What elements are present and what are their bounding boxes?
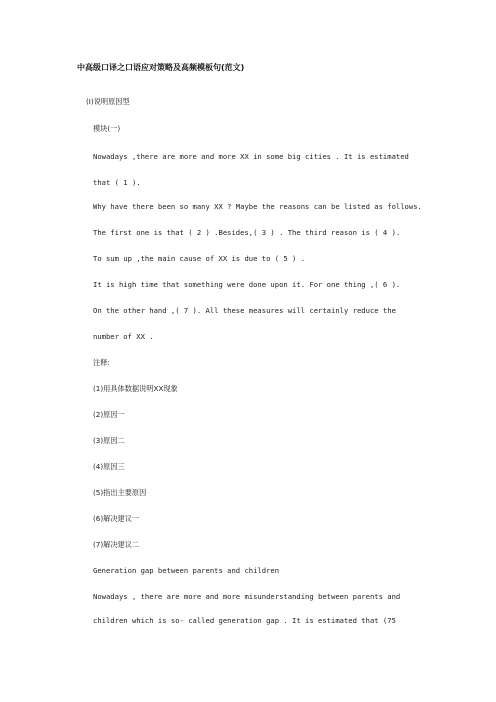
example-title: Generation gap between parents and children bbox=[93, 566, 280, 575]
template-line: Nowadays ,there are more and more XX in some big cities . It is estimated bbox=[93, 152, 409, 161]
template-line: It is high time that something were done upon it. For one thing ,( 6 ). bbox=[93, 280, 401, 289]
note-item: (1)用具体数据说明XX现象 bbox=[93, 384, 178, 393]
template-line: To sum up ,the main cause of XX is due to ( 5 ) . bbox=[93, 254, 306, 263]
note-item: (3)原因二 bbox=[93, 436, 125, 445]
template-line: On the other hand ,( 7 ). All these measures will certainly reduce the bbox=[93, 306, 396, 315]
template-line: that ( 1 ). bbox=[93, 178, 141, 187]
template-line: The first one is that ( 2 ) .Besides,( 3 ) . The third reason is ( 4 ). bbox=[93, 228, 401, 237]
section-heading: (I)说明原因型 bbox=[86, 97, 130, 106]
document-title: 中高级口译之口语应对策略及高频模板句(范文) bbox=[77, 63, 245, 72]
example-line: children which is so- called generation gap . It is estimated that (75 bbox=[93, 616, 396, 625]
example-line: Nowadays , there are more and more misunderstanding between parents and bbox=[93, 592, 401, 601]
note-item: (2)原因一 bbox=[93, 410, 125, 419]
note-item: (4)原因三 bbox=[93, 462, 125, 471]
note-item: (6)解决建议一 bbox=[93, 514, 140, 523]
module-heading: 模块(一) bbox=[93, 124, 121, 133]
notes-heading: 注释: bbox=[93, 358, 110, 367]
template-line: number of XX . bbox=[93, 332, 154, 341]
template-line: Why have there been so many XX ? Maybe the reasons can be listed as follows. bbox=[93, 202, 422, 211]
note-item: (7)解决建议二 bbox=[93, 540, 140, 549]
note-item: (5)指出主要原因 bbox=[93, 488, 147, 497]
